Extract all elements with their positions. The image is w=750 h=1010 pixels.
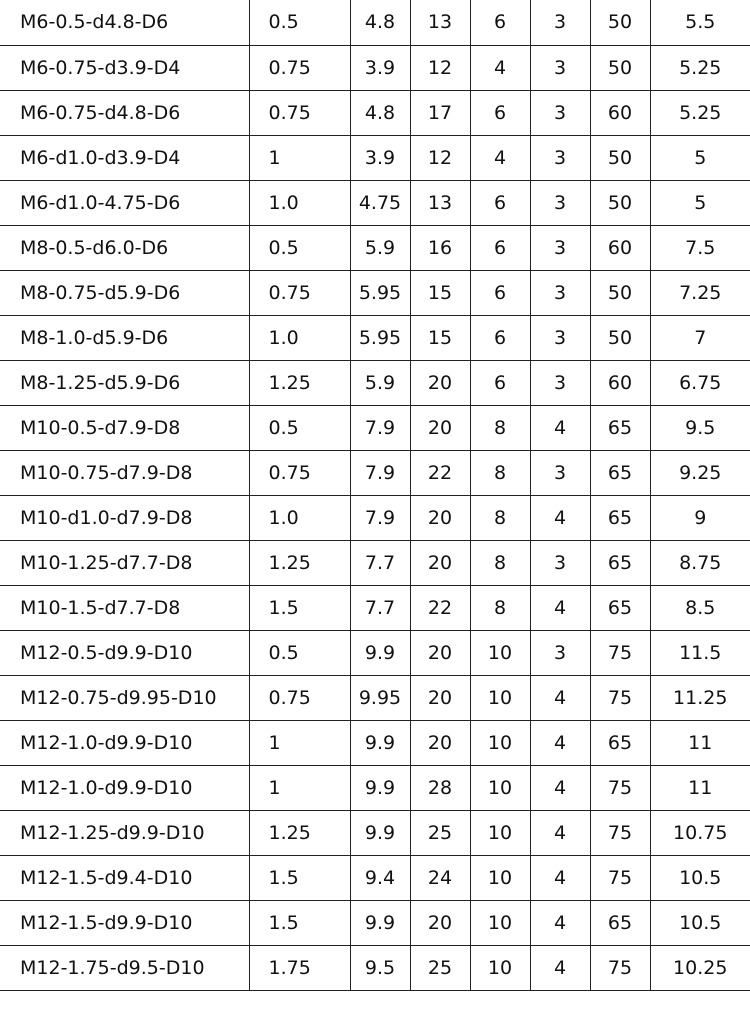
value-cell: 20 [410, 495, 470, 540]
value-cell: 13 [410, 0, 470, 45]
pitch-cell: 1.5 [249, 900, 350, 945]
value-cell: 9.25 [650, 450, 750, 495]
model-cell: M12-0.75-d9.95-D10 [0, 675, 249, 720]
value-cell: 15 [410, 270, 470, 315]
model-cell: M8-1.25-d5.9-D6 [0, 360, 249, 405]
value-cell: 3 [530, 270, 590, 315]
value-cell: 11 [650, 765, 750, 810]
value-cell: 10.75 [650, 810, 750, 855]
value-cell: 5.95 [350, 270, 410, 315]
value-cell: 11 [650, 720, 750, 765]
pitch-cell: 1.75 [249, 945, 350, 990]
value-cell: 75 [590, 945, 650, 990]
table-row [0, 315, 750, 360]
value-cell: 4 [530, 810, 590, 855]
value-cell: 10.5 [650, 900, 750, 945]
value-cell: 3 [530, 45, 590, 90]
value-cell: 9.9 [350, 810, 410, 855]
value-cell: 8 [470, 405, 530, 450]
pitch-cell: 0.5 [249, 630, 350, 675]
value-cell: 10 [470, 675, 530, 720]
pitch-cell: 0.5 [249, 0, 350, 45]
value-cell: 3 [530, 630, 590, 675]
value-cell: 25 [410, 810, 470, 855]
value-cell: 22 [410, 450, 470, 495]
value-cell: 5.25 [650, 45, 750, 90]
value-cell: 8 [470, 495, 530, 540]
model-cell: M12-1.0-d9.9-D10 [0, 720, 249, 765]
value-cell: 65 [590, 540, 650, 585]
pitch-cell: 1.5 [249, 855, 350, 900]
value-cell: 4.8 [350, 90, 410, 135]
value-cell: 5 [650, 180, 750, 225]
value-cell: 75 [590, 765, 650, 810]
value-cell: 28 [410, 765, 470, 810]
pitch-cell: 0.75 [249, 675, 350, 720]
value-cell: 65 [590, 585, 650, 630]
value-cell: 65 [590, 495, 650, 540]
model-cell: M6-d1.0-4.75-D6 [0, 180, 249, 225]
value-cell: 50 [590, 180, 650, 225]
pitch-cell: 0.75 [249, 450, 350, 495]
value-cell: 3 [530, 90, 590, 135]
value-cell: 65 [590, 405, 650, 450]
value-cell: 9.9 [350, 765, 410, 810]
table-row [0, 270, 750, 315]
table-row [0, 675, 750, 720]
value-cell: 20 [410, 720, 470, 765]
value-cell: 10.5 [650, 855, 750, 900]
value-cell: 6 [470, 90, 530, 135]
pitch-cell: 1 [249, 720, 350, 765]
value-cell: 4 [530, 585, 590, 630]
model-cell: M8-0.75-d5.9-D6 [0, 270, 249, 315]
value-cell: 17 [410, 90, 470, 135]
value-cell: 75 [590, 855, 650, 900]
value-cell: 3 [530, 450, 590, 495]
model-cell: M6-0.75-d4.8-D6 [0, 90, 249, 135]
model-cell: M8-0.5-d6.0-D6 [0, 225, 249, 270]
value-cell: 3 [530, 225, 590, 270]
model-cell: M10-1.5-d7.7-D8 [0, 585, 249, 630]
value-cell: 7.5 [650, 225, 750, 270]
value-cell: 3 [530, 360, 590, 405]
value-cell: 7.7 [350, 585, 410, 630]
value-cell: 3 [530, 540, 590, 585]
value-cell: 65 [590, 450, 650, 495]
value-cell: 7 [650, 315, 750, 360]
table-row [0, 180, 750, 225]
pitch-cell: 1.0 [249, 315, 350, 360]
model-cell: M12-1.75-d9.5-D10 [0, 945, 249, 990]
pitch-cell: 0.75 [249, 270, 350, 315]
value-cell: 3 [530, 0, 590, 45]
model-cell: M12-1.5-d9.4-D10 [0, 855, 249, 900]
value-cell: 4 [530, 495, 590, 540]
model-cell: M10-1.25-d7.7-D8 [0, 540, 249, 585]
value-cell: 60 [590, 360, 650, 405]
value-cell: 8.5 [650, 585, 750, 630]
value-cell: 6 [470, 180, 530, 225]
value-cell: 4 [530, 720, 590, 765]
value-cell: 6 [470, 360, 530, 405]
value-cell: 50 [590, 315, 650, 360]
value-cell: 4 [470, 45, 530, 90]
table-row [0, 630, 750, 675]
value-cell: 9.4 [350, 855, 410, 900]
value-cell: 9.9 [350, 900, 410, 945]
value-cell: 60 [590, 225, 650, 270]
value-cell: 9.9 [350, 630, 410, 675]
value-cell: 10 [470, 900, 530, 945]
value-cell: 4 [530, 405, 590, 450]
value-cell: 65 [590, 900, 650, 945]
value-cell: 10 [470, 855, 530, 900]
value-cell: 20 [410, 900, 470, 945]
value-cell: 7.9 [350, 405, 410, 450]
value-cell: 20 [410, 405, 470, 450]
value-cell: 6 [470, 0, 530, 45]
value-cell: 10 [470, 945, 530, 990]
value-cell: 10 [470, 720, 530, 765]
table-row [0, 855, 750, 900]
value-cell: 11.25 [650, 675, 750, 720]
value-cell: 20 [410, 675, 470, 720]
value-cell: 8 [470, 585, 530, 630]
value-cell: 16 [410, 225, 470, 270]
table-row [0, 90, 750, 135]
table-row [0, 225, 750, 270]
value-cell: 3 [530, 315, 590, 360]
pitch-cell: 0.5 [249, 225, 350, 270]
value-cell: 8 [470, 540, 530, 585]
table-row [0, 405, 750, 450]
pitch-cell: 1.25 [249, 540, 350, 585]
pitch-cell: 1.25 [249, 810, 350, 855]
value-cell: 4 [530, 900, 590, 945]
table-row [0, 135, 750, 180]
pitch-cell: 0.75 [249, 45, 350, 90]
table-row [0, 900, 750, 945]
value-cell: 6.75 [650, 360, 750, 405]
model-cell: M6-0.5-d4.8-D6 [0, 0, 249, 45]
model-cell: M12-0.5-d9.9-D10 [0, 630, 249, 675]
pitch-cell: 0.75 [249, 90, 350, 135]
value-cell: 5.9 [350, 225, 410, 270]
pitch-cell: 0.5 [249, 405, 350, 450]
value-cell: 7.9 [350, 450, 410, 495]
value-cell: 10 [470, 630, 530, 675]
value-cell: 9.9 [350, 720, 410, 765]
value-cell: 9 [650, 495, 750, 540]
value-cell: 5.95 [350, 315, 410, 360]
value-cell: 20 [410, 630, 470, 675]
model-cell: M6-d1.0-d3.9-D4 [0, 135, 249, 180]
value-cell: 50 [590, 0, 650, 45]
value-cell: 75 [590, 630, 650, 675]
model-cell: M12-1.25-d9.9-D10 [0, 810, 249, 855]
table-row [0, 585, 750, 630]
value-cell: 3 [530, 180, 590, 225]
table-row [0, 810, 750, 855]
value-cell: 20 [410, 540, 470, 585]
value-cell: 75 [590, 810, 650, 855]
model-cell: M10-d1.0-d7.9-D8 [0, 495, 249, 540]
value-cell: 60 [590, 90, 650, 135]
model-cell: M8-1.0-d5.9-D6 [0, 315, 249, 360]
table-row [0, 945, 750, 990]
pitch-cell: 1.5 [249, 585, 350, 630]
value-cell: 75 [590, 675, 650, 720]
pitch-cell: 1 [249, 765, 350, 810]
value-cell: 4.8 [350, 0, 410, 45]
value-cell: 8.75 [650, 540, 750, 585]
pitch-cell: 1 [249, 135, 350, 180]
value-cell: 6 [470, 270, 530, 315]
table-row [0, 495, 750, 540]
table-row [0, 540, 750, 585]
value-cell: 6 [470, 315, 530, 360]
value-cell: 50 [590, 270, 650, 315]
value-cell: 24 [410, 855, 470, 900]
value-cell: 7.25 [650, 270, 750, 315]
table-row [0, 450, 750, 495]
value-cell: 5 [650, 135, 750, 180]
value-cell: 4 [530, 675, 590, 720]
value-cell: 22 [410, 585, 470, 630]
value-cell: 6 [470, 225, 530, 270]
value-cell: 20 [410, 360, 470, 405]
table-row [0, 0, 750, 45]
value-cell: 10 [470, 765, 530, 810]
table-row [0, 360, 750, 405]
pitch-cell: 1.0 [249, 495, 350, 540]
value-cell: 4.75 [350, 180, 410, 225]
pitch-cell: 1.0 [249, 180, 350, 225]
table-row [0, 720, 750, 765]
table-row [0, 45, 750, 90]
value-cell: 4 [530, 765, 590, 810]
value-cell: 13 [410, 180, 470, 225]
value-cell: 5.25 [650, 90, 750, 135]
value-cell: 15 [410, 315, 470, 360]
model-cell: M12-1.5-d9.9-D10 [0, 900, 249, 945]
model-cell: M6-0.75-d3.9-D4 [0, 45, 249, 90]
value-cell: 65 [590, 720, 650, 765]
value-cell: 9.5 [650, 405, 750, 450]
value-cell: 8 [470, 450, 530, 495]
value-cell: 10 [470, 810, 530, 855]
value-cell: 9.5 [350, 945, 410, 990]
value-cell: 12 [410, 45, 470, 90]
value-cell: 11.5 [650, 630, 750, 675]
value-cell: 10.25 [650, 945, 750, 990]
value-cell: 5.5 [650, 0, 750, 45]
value-cell: 3 [530, 135, 590, 180]
value-cell: 7.9 [350, 495, 410, 540]
value-cell: 5.9 [350, 360, 410, 405]
model-cell: M10-0.75-d7.9-D8 [0, 450, 249, 495]
value-cell: 7.7 [350, 540, 410, 585]
value-cell: 50 [590, 135, 650, 180]
value-cell: 4 [470, 135, 530, 180]
value-cell: 4 [530, 855, 590, 900]
value-cell: 3.9 [350, 45, 410, 90]
model-cell: M12-1.0-d9.9-D10 [0, 765, 249, 810]
model-cell: M10-0.5-d7.9-D8 [0, 405, 249, 450]
value-cell: 25 [410, 945, 470, 990]
value-cell: 12 [410, 135, 470, 180]
value-cell: 50 [590, 45, 650, 90]
pitch-cell: 1.25 [249, 360, 350, 405]
value-cell: 9.95 [350, 675, 410, 720]
value-cell: 3.9 [350, 135, 410, 180]
table-row [0, 765, 750, 810]
value-cell: 4 [530, 945, 590, 990]
